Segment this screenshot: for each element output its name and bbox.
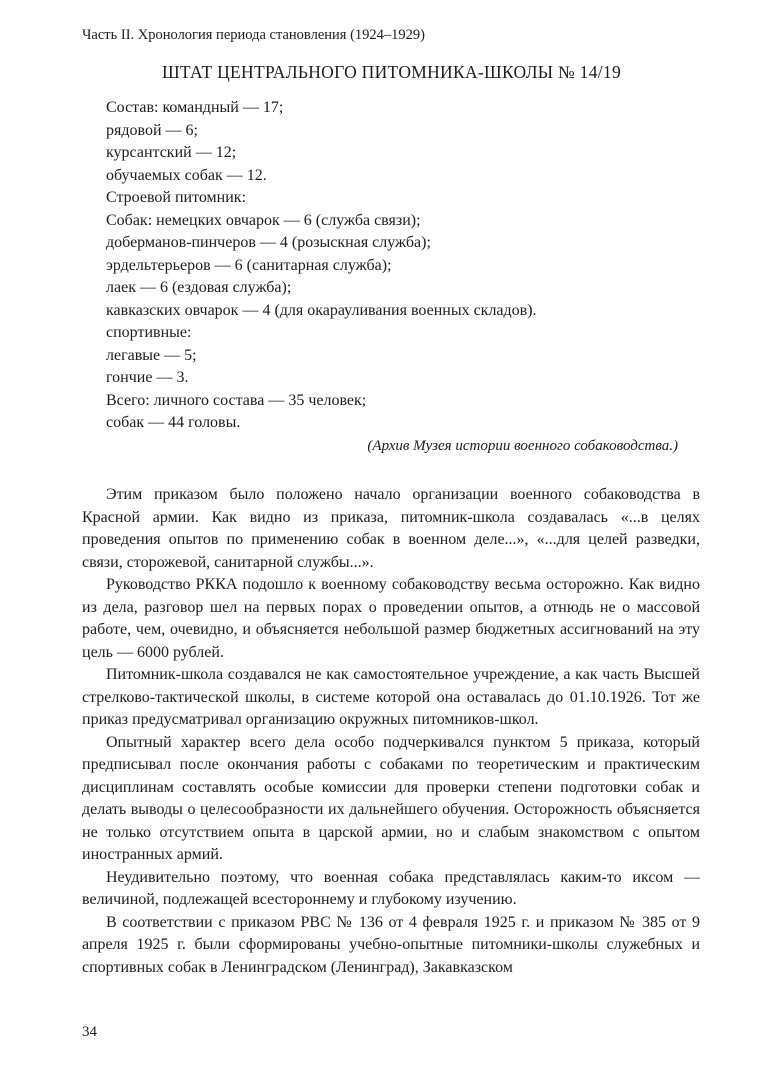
section-title: ШТАТ ЦЕНТРАЛЬНОГО ПИТОМНИКА-ШКОЛЫ № 14/19: [161, 62, 622, 82]
running-head: Часть II. Хронология периода становления (1924–1929): [82, 27, 425, 43]
paragraph: Опытный характер всего дела особо подчеркивался пунктом 5 приказа, который предписывал после окончания работы с собаками по теоретическим и практическим дисциплинам составлять особые комиссии для проверки степени подготовки собак и делать выводы о целесообразности их дальнейшего обучения. Осторожность объясняется не только отсутствием опыта в царской армии, но и слабым знакомством с опытом иностранных армий.: [82, 733, 700, 863]
page-number: 34: [82, 1024, 97, 1040]
staff-list-line: лаек — 6 (ездовая служба);: [106, 279, 292, 296]
staff-list-line: Собак: немецких овчарок — 6 (служба связи);: [106, 211, 421, 229]
staff-list-line: доберманов-пинчеров — 4 (розыскная служба);: [106, 234, 431, 251]
paragraph: Этим приказом было положено начало организации военного собаководства в Красной армии. Как видно из приказа, питомник-школа создавалась «...в целях проведения опытов по применению собак в военном деле...», «...для целей разведки, связи, сторожевой, санитарной службы...».: [82, 486, 700, 571]
staff-list-line: Строевой питомник:: [106, 189, 247, 206]
staff-list-line: легавые — 5;: [106, 346, 197, 364]
staff-list-line: Всего: личного состава — 35 человек;: [106, 391, 367, 409]
paragraph: Питомник-школа создавался не как самостоятельное учреждение, а как часть Высшей стрелково-тактической школы, в системе которой она оставалась до 01.10.1926. Тот же приказ предусматривал организацию окружных питомников-школ.: [82, 666, 700, 728]
staff-list-line: курсантский — 12;: [106, 144, 237, 161]
staff-list-line: гончие — 3.: [106, 369, 189, 386]
staff-list-line: собак — 44 головы.: [106, 414, 241, 431]
staff-list-line: обучаемых собак — 12.: [106, 166, 267, 184]
paragraph: Руководство РККА подошло к военному собаководству весьма осторожно. Как видно из дела, разговор шел на первых порах о проведении опытов, а отнюдь не о массовой работе, чем, очевидно, и объясняется небольшой размер бюджетных ассигнований на эту цель — 6000 рублей.: [82, 576, 700, 661]
staff-list-line: рядовой — 6;: [106, 121, 198, 139]
staff-list-line: спортивные:: [106, 324, 192, 341]
staff-list-line: Состав: командный — 17;: [106, 99, 284, 116]
paragraph: Неудивительно поэтому, что военная собака представлялась каким-то иксом — величиной, подлежащей всестороннему и глубокому изучению.: [82, 868, 700, 908]
body-text: [82, 484, 700, 979]
staff-list-line: эрдельтерьеров — 6 (санитарная служба);: [106, 256, 392, 274]
source-citation: (Архив Музея истории военного собаководства.): [367, 438, 678, 454]
staff-list: [106, 97, 537, 435]
staff-list-line: кавказских овчарок — 4 (для окарауливания военных складов).: [106, 301, 537, 319]
paragraph: В соответствии с приказом РВС № 136 от 4 февраля 1925 г. и приказом № 385 от 9 апреля 1925 г. были сформированы учебно-опытные питомники-школы служебных и спортивных собак в Ленинградском (Ленинград), Закавказском: [82, 913, 700, 976]
